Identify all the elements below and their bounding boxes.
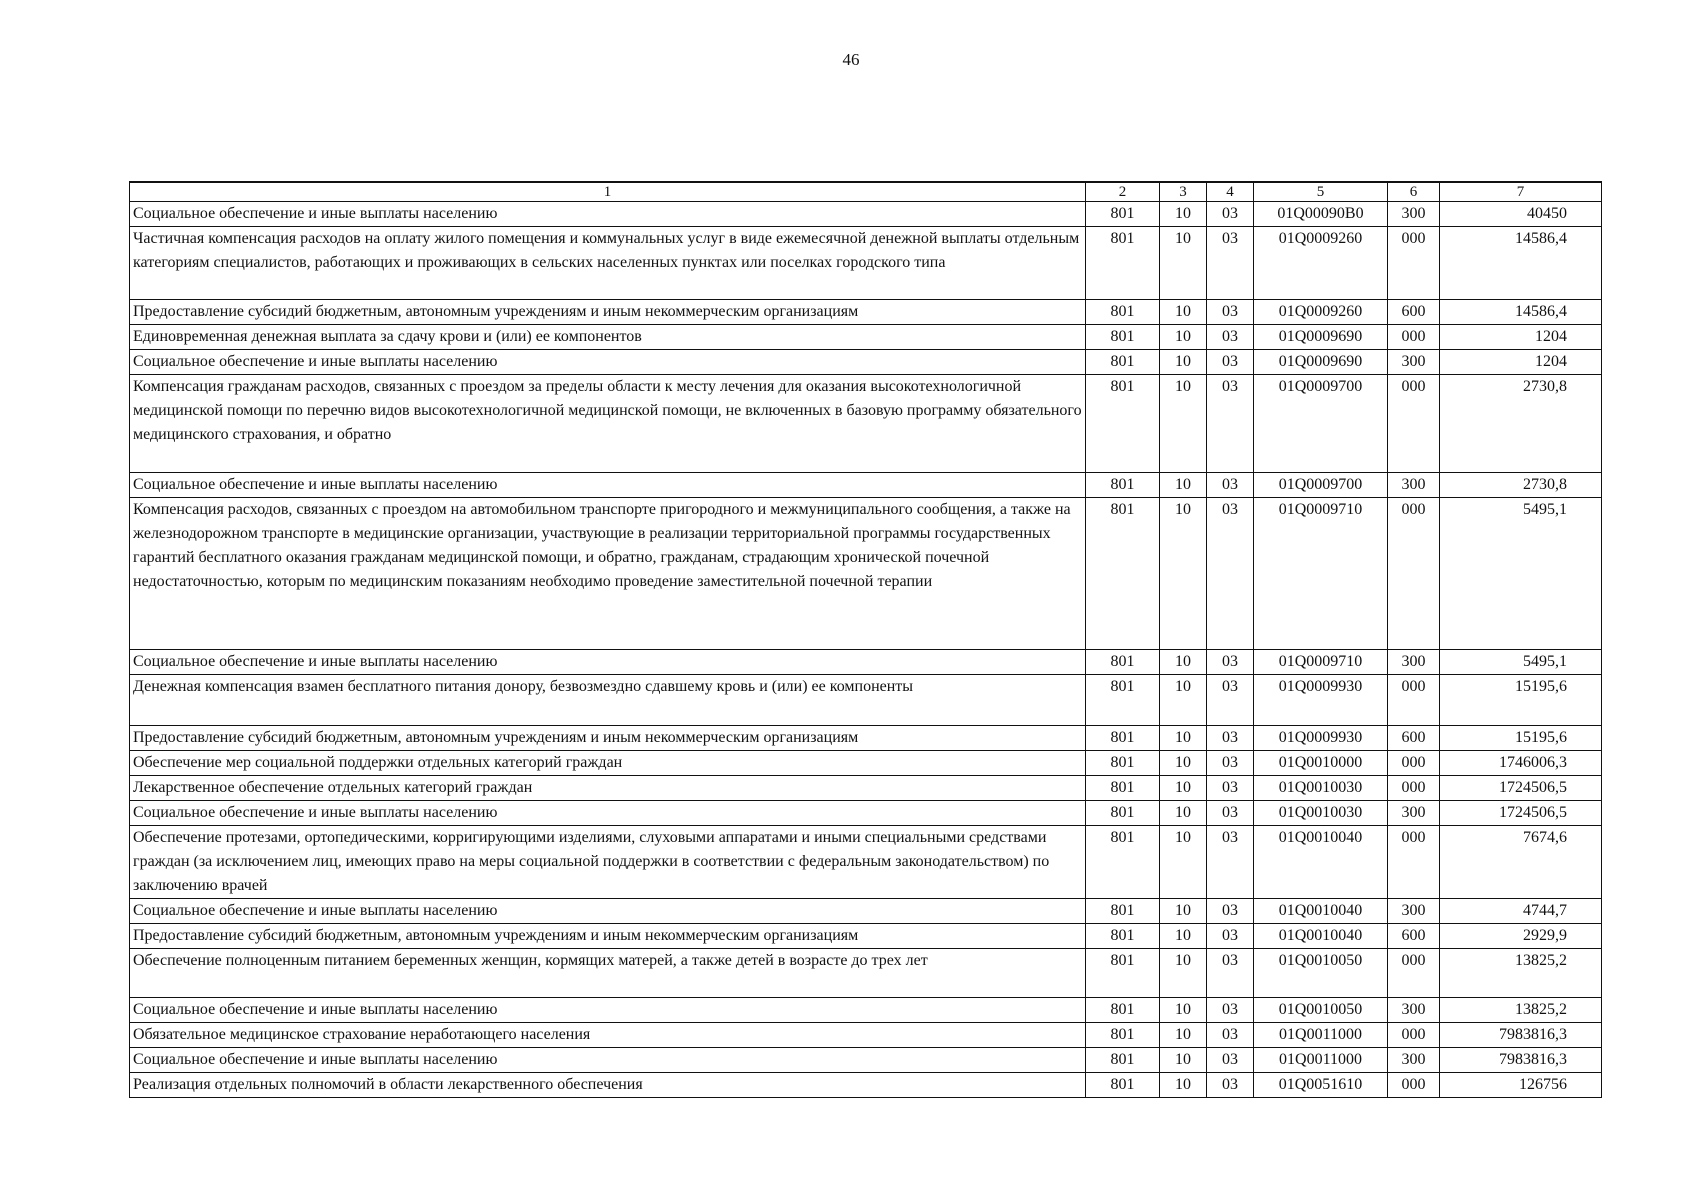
row-code-5: 01Q0009260	[1254, 300, 1388, 325]
row-code-4: 03	[1207, 202, 1254, 227]
row-code-3: 10	[1160, 801, 1207, 826]
row-code-2: 801	[1086, 776, 1160, 801]
row-code-2: 801	[1086, 949, 1160, 998]
row-code-6: 300	[1388, 650, 1440, 675]
row-code-6: 300	[1388, 998, 1440, 1023]
row-amount: 7983816,3	[1440, 1048, 1602, 1073]
row-name: Обеспечение полноценным питанием беременных женщин, кормящих матерей, а также детей в возрасте до трех лет	[130, 949, 1086, 998]
table-row	[130, 202, 1602, 227]
row-code-3: 10	[1160, 998, 1207, 1023]
row-code-4: 03	[1207, 350, 1254, 375]
row-code-3: 10	[1160, 350, 1207, 375]
row-code-4: 03	[1207, 949, 1254, 998]
table-row	[130, 675, 1602, 726]
row-code-5: 01Q0009260	[1254, 227, 1388, 300]
row-code-3: 10	[1160, 498, 1207, 650]
table-row	[130, 1023, 1602, 1048]
row-name: Предоставление субсидий бюджетным, автономным учреждениям и иным некоммерческим организациям	[130, 300, 1086, 325]
table-row	[130, 776, 1602, 801]
row-code-2: 801	[1086, 826, 1160, 899]
row-amount: 1204	[1440, 325, 1602, 350]
row-name: Обеспечение протезами, ортопедическими, корригирующими изделиями, слуховыми аппаратами и иными специальными средствами граждан (за исключением лиц, имеющих право на меры социальной поддержки в соответствии с федеральным законодательством) по заключению врачей	[130, 826, 1086, 899]
row-code-2: 801	[1086, 650, 1160, 675]
row-code-6: 000	[1388, 1023, 1440, 1048]
row-code-4: 03	[1207, 801, 1254, 826]
row-code-4: 03	[1207, 498, 1254, 650]
row-code-2: 801	[1086, 899, 1160, 924]
row-code-3: 10	[1160, 1048, 1207, 1073]
row-code-5: 01Q0010030	[1254, 801, 1388, 826]
row-name: Социальное обеспечение и иные выплаты населению	[130, 1048, 1086, 1073]
row-code-5: 01Q0010050	[1254, 949, 1388, 998]
row-code-4: 03	[1207, 473, 1254, 498]
row-code-6: 000	[1388, 498, 1440, 650]
row-name: Единовременная денежная выплата за сдачу крови и (или) ее компонентов	[130, 325, 1086, 350]
row-code-2: 801	[1086, 675, 1160, 726]
row-code-2: 801	[1086, 726, 1160, 751]
row-amount: 13825,2	[1440, 998, 1602, 1023]
row-code-6: 300	[1388, 350, 1440, 375]
row-code-6: 000	[1388, 375, 1440, 473]
row-amount: 2730,8	[1440, 375, 1602, 473]
row-code-3: 10	[1160, 826, 1207, 899]
table-row	[130, 325, 1602, 350]
row-code-4: 03	[1207, 1023, 1254, 1048]
table-row	[130, 998, 1602, 1023]
row-code-6: 000	[1388, 227, 1440, 300]
row-name: Лекарственное обеспечение отдельных категорий граждан	[130, 776, 1086, 801]
row-code-5: 01Q0009700	[1254, 473, 1388, 498]
row-amount: 126756	[1440, 1073, 1602, 1098]
table-row	[130, 726, 1602, 751]
row-code-3: 10	[1160, 924, 1207, 949]
row-code-3: 10	[1160, 1073, 1207, 1098]
row-amount: 4744,7	[1440, 899, 1602, 924]
table-row	[130, 899, 1602, 924]
row-name: Социальное обеспечение и иные выплаты населению	[130, 202, 1086, 227]
row-amount: 1724506,5	[1440, 776, 1602, 801]
row-amount: 5495,1	[1440, 498, 1602, 650]
row-code-4: 03	[1207, 675, 1254, 726]
row-code-5: 01Q0009710	[1254, 498, 1388, 650]
row-code-4: 03	[1207, 899, 1254, 924]
row-code-3: 10	[1160, 375, 1207, 473]
row-code-2: 801	[1086, 751, 1160, 776]
row-code-5: 01Q0010030	[1254, 776, 1388, 801]
table-body	[130, 202, 1602, 1098]
row-code-3: 10	[1160, 675, 1207, 726]
row-code-5: 01Q0051610	[1254, 1073, 1388, 1098]
row-name: Социальное обеспечение и иные выплаты населению	[130, 801, 1086, 826]
row-amount: 1746006,3	[1440, 751, 1602, 776]
column-header: 4	[1207, 182, 1254, 202]
row-code-2: 801	[1086, 1048, 1160, 1073]
row-amount: 7674,6	[1440, 826, 1602, 899]
row-amount: 15195,6	[1440, 675, 1602, 726]
table-row	[130, 1073, 1602, 1098]
row-code-2: 801	[1086, 202, 1160, 227]
row-code-5: 01Q0011000	[1254, 1048, 1388, 1073]
row-code-4: 03	[1207, 300, 1254, 325]
row-code-2: 801	[1086, 1023, 1160, 1048]
row-name: Социальное обеспечение и иные выплаты населению	[130, 650, 1086, 675]
row-code-5: 01Q0010050	[1254, 998, 1388, 1023]
row-name: Реализация отдельных полномочий в области лекарственного обеспечения	[130, 1073, 1086, 1098]
table-row	[130, 826, 1602, 899]
row-code-5: 01Q0009710	[1254, 650, 1388, 675]
row-name: Предоставление субсидий бюджетным, автономным учреждениям и иным некоммерческим организациям	[130, 726, 1086, 751]
row-code-3: 10	[1160, 227, 1207, 300]
row-code-5: 01Q0009690	[1254, 325, 1388, 350]
row-name: Обеспечение мер социальной поддержки отдельных категорий граждан	[130, 751, 1086, 776]
table-row	[130, 751, 1602, 776]
row-code-3: 10	[1160, 650, 1207, 675]
row-code-4: 03	[1207, 1048, 1254, 1073]
row-code-4: 03	[1207, 726, 1254, 751]
row-code-5: 01Q0010040	[1254, 924, 1388, 949]
row-code-6: 600	[1388, 726, 1440, 751]
row-code-6: 300	[1388, 1048, 1440, 1073]
row-code-2: 801	[1086, 498, 1160, 650]
row-code-6: 000	[1388, 1073, 1440, 1098]
row-code-6: 300	[1388, 801, 1440, 826]
row-code-2: 801	[1086, 350, 1160, 375]
row-code-2: 801	[1086, 1073, 1160, 1098]
column-header: 3	[1160, 182, 1207, 202]
table-row	[130, 473, 1602, 498]
row-code-6: 300	[1388, 473, 1440, 498]
row-code-2: 801	[1086, 473, 1160, 498]
table-header	[130, 182, 1602, 202]
table-row	[130, 350, 1602, 375]
table-row	[130, 924, 1602, 949]
row-code-4: 03	[1207, 325, 1254, 350]
row-amount: 14586,4	[1440, 300, 1602, 325]
row-code-3: 10	[1160, 949, 1207, 998]
row-name: Компенсация расходов, связанных с проездом на автомобильном транспорте пригородного и межмуниципального сообщения, а также на железнодорожном транспорте в медицинские организации, участвующие в реализации территориальной программы государственных гарантий бесплатного оказания гражданам медицинской помощи, и обратно, гражданам, страдающим хронической почечной недостаточностью, которым по медицинским показаниям необходимо проведение заместительной почечной терапии	[130, 498, 1086, 650]
row-code-2: 801	[1086, 924, 1160, 949]
page-number: 46	[842, 50, 860, 69]
row-amount: 14586,4	[1440, 227, 1602, 300]
table-row	[130, 498, 1602, 650]
row-code-2: 801	[1086, 375, 1160, 473]
row-code-3: 10	[1160, 1023, 1207, 1048]
row-amount: 2929,9	[1440, 924, 1602, 949]
row-code-3: 10	[1160, 473, 1207, 498]
row-code-4: 03	[1207, 826, 1254, 899]
row-code-3: 10	[1160, 325, 1207, 350]
row-code-4: 03	[1207, 998, 1254, 1023]
table-row	[130, 801, 1602, 826]
row-code-6: 000	[1388, 776, 1440, 801]
row-code-2: 801	[1086, 998, 1160, 1023]
row-name: Социальное обеспечение и иные выплаты населению	[130, 899, 1086, 924]
row-code-4: 03	[1207, 227, 1254, 300]
row-code-5: 01Q0009690	[1254, 350, 1388, 375]
row-code-5: 01Q0010040	[1254, 899, 1388, 924]
row-name: Социальное обеспечение и иные выплаты населению	[130, 473, 1086, 498]
row-code-5: 01Q0009930	[1254, 726, 1388, 751]
table-row	[130, 650, 1602, 675]
row-code-5: 01Q00090B0	[1254, 202, 1388, 227]
row-code-3: 10	[1160, 202, 1207, 227]
row-name: Социальное обеспечение и иные выплаты населению	[130, 998, 1086, 1023]
row-amount: 5495,1	[1440, 650, 1602, 675]
row-amount: 1724506,5	[1440, 801, 1602, 826]
row-code-6: 000	[1388, 675, 1440, 726]
table-row	[130, 949, 1602, 998]
column-header: 2	[1086, 182, 1160, 202]
row-code-4: 03	[1207, 1073, 1254, 1098]
row-code-4: 03	[1207, 924, 1254, 949]
row-code-3: 10	[1160, 726, 1207, 751]
row-code-6: 300	[1388, 202, 1440, 227]
row-name: Предоставление субсидий бюджетным, автономным учреждениям и иным некоммерческим организациям	[130, 924, 1086, 949]
row-name: Денежная компенсация взамен бесплатного питания донору, безвозмездно сдавшему кровь и (или) ее компоненты	[130, 675, 1086, 726]
row-code-5: 01Q0009930	[1254, 675, 1388, 726]
row-code-6: 600	[1388, 300, 1440, 325]
column-header: 7	[1440, 182, 1602, 202]
table-row	[130, 1048, 1602, 1073]
row-code-2: 801	[1086, 325, 1160, 350]
row-code-5: 01Q0011000	[1254, 1023, 1388, 1048]
column-header: 1	[130, 182, 1086, 202]
row-code-4: 03	[1207, 375, 1254, 473]
row-amount: 15195,6	[1440, 726, 1602, 751]
row-code-3: 10	[1160, 300, 1207, 325]
table-row	[130, 227, 1602, 300]
row-amount: 2730,8	[1440, 473, 1602, 498]
row-code-6: 000	[1388, 826, 1440, 899]
row-code-4: 03	[1207, 650, 1254, 675]
row-code-5: 01Q0009700	[1254, 375, 1388, 473]
row-code-6: 300	[1388, 899, 1440, 924]
budget-table	[129, 181, 1602, 1098]
column-header: 6	[1388, 182, 1440, 202]
row-code-3: 10	[1160, 751, 1207, 776]
row-code-3: 10	[1160, 776, 1207, 801]
row-code-6: 600	[1388, 924, 1440, 949]
header-row	[130, 182, 1602, 202]
row-name: Обязательное медицинское страхование неработающего населения	[130, 1023, 1086, 1048]
row-code-4: 03	[1207, 776, 1254, 801]
row-code-5: 01Q0010040	[1254, 826, 1388, 899]
row-code-6: 000	[1388, 325, 1440, 350]
row-name: Компенсация гражданам расходов, связанных с проездом за пределы области к месту лечения для оказания высокотехнологичной медицинской помощи по перечню видов высокотехнологичной медицинской помощи, не включенных в базовую программу обязательного медицинского страхования, и обратно	[130, 375, 1086, 473]
row-code-3: 10	[1160, 899, 1207, 924]
row-name: Частичная компенсация расходов на оплату жилого помещения и коммунальных услуг в виде ежемесячной денежной выплаты отдельным категориям специалистов, работающих и проживающих в сельских населенных пунктах или поселках городского типа	[130, 227, 1086, 300]
row-amount: 40450	[1440, 202, 1602, 227]
row-code-4: 03	[1207, 751, 1254, 776]
row-amount: 1204	[1440, 350, 1602, 375]
row-amount: 7983816,3	[1440, 1023, 1602, 1048]
row-code-2: 801	[1086, 227, 1160, 300]
row-amount: 13825,2	[1440, 949, 1602, 998]
row-code-6: 000	[1388, 751, 1440, 776]
row-name: Социальное обеспечение и иные выплаты населению	[130, 350, 1086, 375]
row-code-6: 000	[1388, 949, 1440, 998]
column-header: 5	[1254, 182, 1388, 202]
row-code-5: 01Q0010000	[1254, 751, 1388, 776]
table-row	[130, 375, 1602, 473]
row-code-2: 801	[1086, 300, 1160, 325]
row-code-2: 801	[1086, 801, 1160, 826]
table-row	[130, 300, 1602, 325]
